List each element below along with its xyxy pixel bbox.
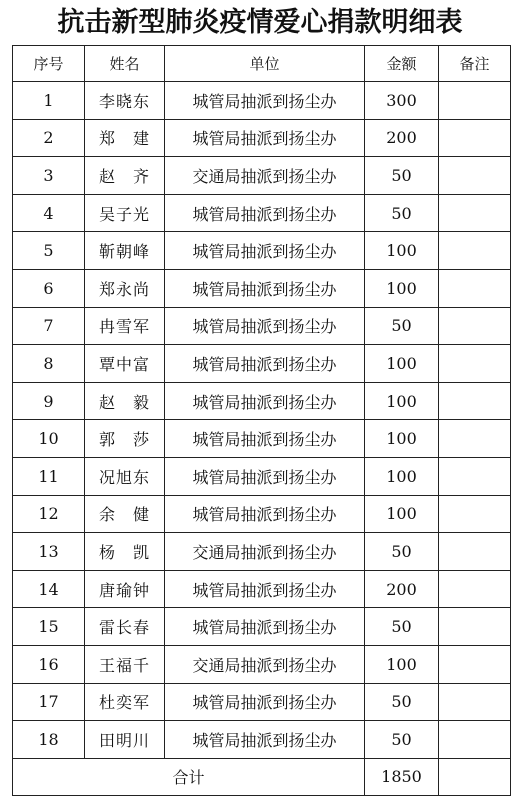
cell-amount: 50: [365, 157, 439, 195]
cell-unit: 城管局抽派到扬尘办: [165, 82, 365, 120]
table-row: [13, 382, 511, 420]
cell-serial-number: 8: [13, 345, 85, 383]
table-row: [13, 608, 511, 646]
cell-serial-number: 15: [13, 608, 85, 646]
cell-name: 覃中富: [85, 345, 165, 383]
cell-serial-number: 18: [13, 721, 85, 759]
cell-name: 唐瑜钟: [85, 570, 165, 608]
cell-amount: 100: [365, 232, 439, 270]
cell-unit: 城管局抽派到扬尘办: [165, 683, 365, 721]
table-header-row: [13, 46, 511, 82]
cell-name: 冉雪军: [85, 307, 165, 345]
cell-serial-number: 7: [13, 307, 85, 345]
cell-name: 郭 莎: [85, 420, 165, 458]
table-row: [13, 269, 511, 307]
cell-serial-number: 14: [13, 570, 85, 608]
cell-amount: 100: [365, 457, 439, 495]
cell-name: 王福千: [85, 645, 165, 683]
cell-unit: 城管局抽派到扬尘办: [165, 119, 365, 157]
header-note: 备注: [439, 46, 511, 82]
cell-note: [439, 645, 511, 683]
total-label: 合计: [13, 758, 365, 796]
cell-unit: 城管局抽派到扬尘办: [165, 420, 365, 458]
header-unit: 单位: [165, 46, 365, 82]
cell-note: [439, 495, 511, 533]
table-row: [13, 307, 511, 345]
cell-amount: 50: [365, 307, 439, 345]
cell-unit: 交通局抽派到扬尘办: [165, 645, 365, 683]
cell-amount: 100: [365, 382, 439, 420]
cell-amount: 50: [365, 194, 439, 232]
cell-unit: 交通局抽派到扬尘办: [165, 157, 365, 195]
cell-name: 郑永尚: [85, 269, 165, 307]
cell-unit: 城管局抽派到扬尘办: [165, 382, 365, 420]
cell-name: 雷长春: [85, 608, 165, 646]
cell-unit: 城管局抽派到扬尘办: [165, 570, 365, 608]
cell-amount: 100: [365, 269, 439, 307]
cell-name: 李晓东: [85, 82, 165, 120]
header-serial-number: 序号: [13, 46, 85, 82]
cell-serial-number: 1: [13, 82, 85, 120]
cell-name: 杨 凯: [85, 533, 165, 571]
table-row: [13, 194, 511, 232]
cell-unit: 城管局抽派到扬尘办: [165, 232, 365, 270]
donation-table: [12, 45, 511, 796]
table-row: [13, 157, 511, 195]
cell-note: [439, 119, 511, 157]
cell-amount: 100: [365, 420, 439, 458]
cell-note: [439, 533, 511, 571]
cell-serial-number: 16: [13, 645, 85, 683]
cell-note: [439, 721, 511, 759]
cell-serial-number: 3: [13, 157, 85, 195]
cell-note: [439, 382, 511, 420]
cell-serial-number: 12: [13, 495, 85, 533]
cell-note: [439, 82, 511, 120]
cell-note: [439, 345, 511, 383]
table-row: [13, 232, 511, 270]
cell-serial-number: 17: [13, 683, 85, 721]
cell-name: 靳朝峰: [85, 232, 165, 270]
cell-note: [439, 157, 511, 195]
table-row: [13, 420, 511, 458]
cell-amount: 50: [365, 533, 439, 571]
cell-note: [439, 457, 511, 495]
cell-serial-number: 11: [13, 457, 85, 495]
table-row: [13, 119, 511, 157]
cell-amount: 100: [365, 645, 439, 683]
cell-note: [439, 194, 511, 232]
table-row: [13, 570, 511, 608]
header-amount: 金额: [365, 46, 439, 82]
table-row: [13, 82, 511, 120]
cell-amount: 200: [365, 119, 439, 157]
cell-note: [439, 608, 511, 646]
cell-name: 赵 毅: [85, 382, 165, 420]
cell-unit: 城管局抽派到扬尘办: [165, 721, 365, 759]
table-row: [13, 345, 511, 383]
cell-name: 吴子光: [85, 194, 165, 232]
cell-serial-number: 2: [13, 119, 85, 157]
cell-name: 赵 齐: [85, 157, 165, 195]
cell-unit: 城管局抽派到扬尘办: [165, 345, 365, 383]
cell-amount: 300: [365, 82, 439, 120]
cell-unit: 城管局抽派到扬尘办: [165, 194, 365, 232]
cell-amount: 200: [365, 570, 439, 608]
cell-note: [439, 269, 511, 307]
cell-serial-number: 10: [13, 420, 85, 458]
cell-unit: 城管局抽派到扬尘办: [165, 307, 365, 345]
cell-unit: 城管局抽派到扬尘办: [165, 495, 365, 533]
total-amount: 1850: [365, 758, 439, 796]
table-row: [13, 721, 511, 759]
cell-name: 郑 建: [85, 119, 165, 157]
cell-serial-number: 9: [13, 382, 85, 420]
table-body: [13, 82, 511, 759]
cell-note: [439, 232, 511, 270]
cell-unit: 城管局抽派到扬尘办: [165, 269, 365, 307]
table-row: [13, 645, 511, 683]
cell-serial-number: 13: [13, 533, 85, 571]
total-row: [13, 758, 511, 796]
cell-name: 余 健: [85, 495, 165, 533]
cell-amount: 50: [365, 683, 439, 721]
cell-name: 杜奕军: [85, 683, 165, 721]
table-row: [13, 683, 511, 721]
cell-name: 况旭东: [85, 457, 165, 495]
table-row: [13, 457, 511, 495]
cell-unit: 城管局抽派到扬尘办: [165, 457, 365, 495]
cell-amount: 50: [365, 721, 439, 759]
cell-amount: 100: [365, 495, 439, 533]
total-note: [439, 758, 511, 796]
cell-serial-number: 5: [13, 232, 85, 270]
cell-note: [439, 307, 511, 345]
cell-note: [439, 420, 511, 458]
cell-amount: 50: [365, 608, 439, 646]
table-row: [13, 495, 511, 533]
cell-unit: 城管局抽派到扬尘办: [165, 608, 365, 646]
cell-serial-number: 6: [13, 269, 85, 307]
table-row: [13, 533, 511, 571]
header-name: 姓名: [85, 46, 165, 82]
cell-unit: 交通局抽派到扬尘办: [165, 533, 365, 571]
cell-note: [439, 570, 511, 608]
document-title: 抗击新型肺炎疫情爱心捐款明细表: [57, 7, 463, 38]
cell-serial-number: 4: [13, 194, 85, 232]
cell-name: 田明川: [85, 721, 165, 759]
cell-note: [439, 683, 511, 721]
cell-amount: 100: [365, 345, 439, 383]
